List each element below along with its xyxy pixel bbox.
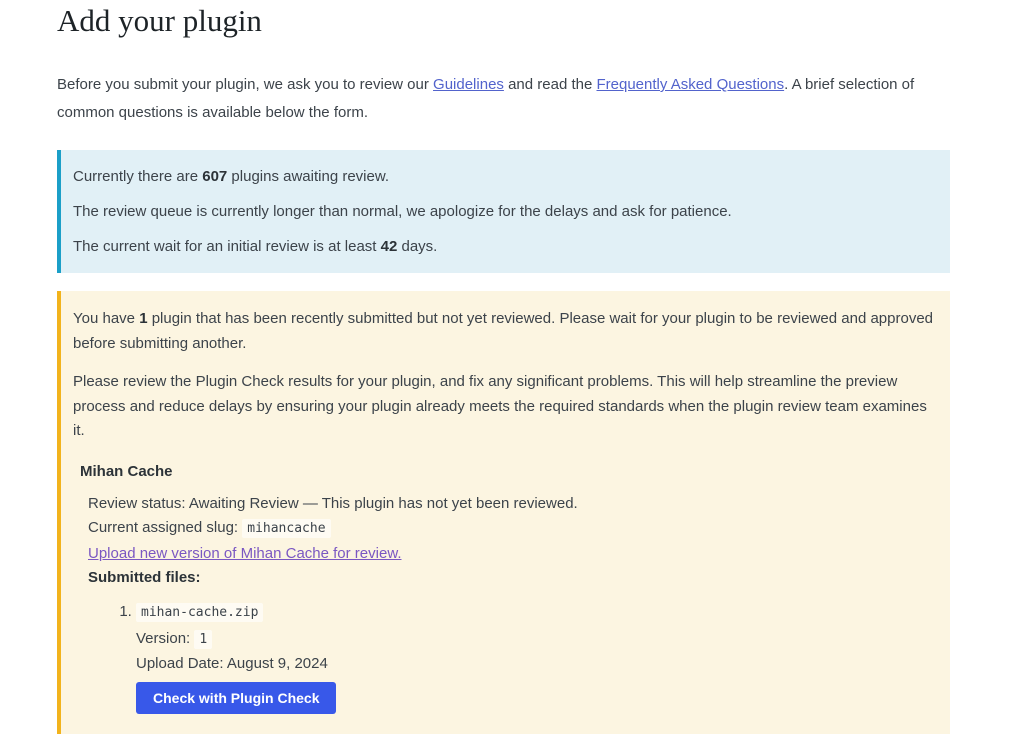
file-version-label: Version: (136, 629, 195, 647)
plugin-check-button[interactable]: Check with Plugin Check (136, 682, 336, 714)
assigned-slug-line (88, 516, 938, 542)
wait-time-line (73, 236, 938, 257)
upload-new-version-line (88, 542, 938, 567)
review-queue-notice (57, 150, 950, 273)
submitted-files-label: Submitted files: (88, 569, 201, 586)
submitted-files-list (88, 600, 938, 714)
review-status-note: — This plugin has not yet been reviewed. (298, 494, 578, 512)
queue-count-line (73, 166, 938, 187)
page-title: Add your plugin (57, 3, 262, 38)
assigned-slug-value: mihancache (242, 519, 330, 538)
file-version-value: 1 (194, 630, 212, 649)
queue-count-value: 607 (202, 168, 228, 185)
queue-count-prefix: Currently there are (73, 168, 203, 185)
file-name-value: mihan-cache.zip (136, 603, 263, 622)
file-upload-date-label: Upload Date: (136, 654, 227, 672)
plugin-check-advice-line: Please review the Plugin Check results for your plugin, and fix any significant problems. This will help streamline the preview process and reduce delays by ensuring your plugin already meets the required standards when the plugin review team examines it. (73, 373, 927, 439)
plugin-name: Mihan Cache (80, 462, 173, 480)
file-version-line (136, 627, 938, 652)
guidelines-link[interactable]: Guidelines (433, 76, 504, 93)
pending-count-prefix: You have (73, 310, 140, 327)
faq-link[interactable]: Frequently Asked Questions (596, 76, 785, 93)
wait-time-prefix: The current wait for an initial review is at least (73, 238, 381, 255)
pending-count-suffix: plugin that has been recently submitted but not yet reviewed. Please wait for your plugin to be reviewed and approved before submitting another. (73, 310, 934, 352)
review-status-line (88, 492, 938, 517)
pending-plugin-notice (57, 291, 950, 734)
file-upload-date-line (136, 652, 938, 676)
intro-text-after: . A brief selection of common questions is available below the form. (57, 76, 915, 121)
file-upload-date-value: August 9, 2024 (226, 654, 328, 672)
intro-text-middle: and read the (503, 76, 597, 93)
submitted-file-item (136, 600, 938, 714)
plugin-details (88, 492, 938, 714)
wait-time-suffix: days. (397, 238, 438, 255)
review-status-label: Review status: Awaiting Review (88, 494, 299, 512)
pending-plugin-line (73, 307, 938, 356)
queue-count-suffix: plugins awaiting review. (227, 168, 390, 185)
wait-time-days: 42 (380, 238, 398, 255)
assigned-slug-label: Current assigned slug: (88, 519, 243, 536)
pending-count-value: 1 (139, 310, 148, 327)
upload-new-version-link[interactable]: Upload new version of Mihan Cache for review. (88, 544, 402, 562)
intro-paragraph (57, 71, 950, 127)
queue-delay-line: The review queue is currently longer than normal, we apologize for the delays and ask for patience. (73, 203, 732, 220)
intro-text-before: Before you submit your plugin, we ask you to review our (57, 76, 434, 93)
file-name-line (136, 600, 938, 625)
